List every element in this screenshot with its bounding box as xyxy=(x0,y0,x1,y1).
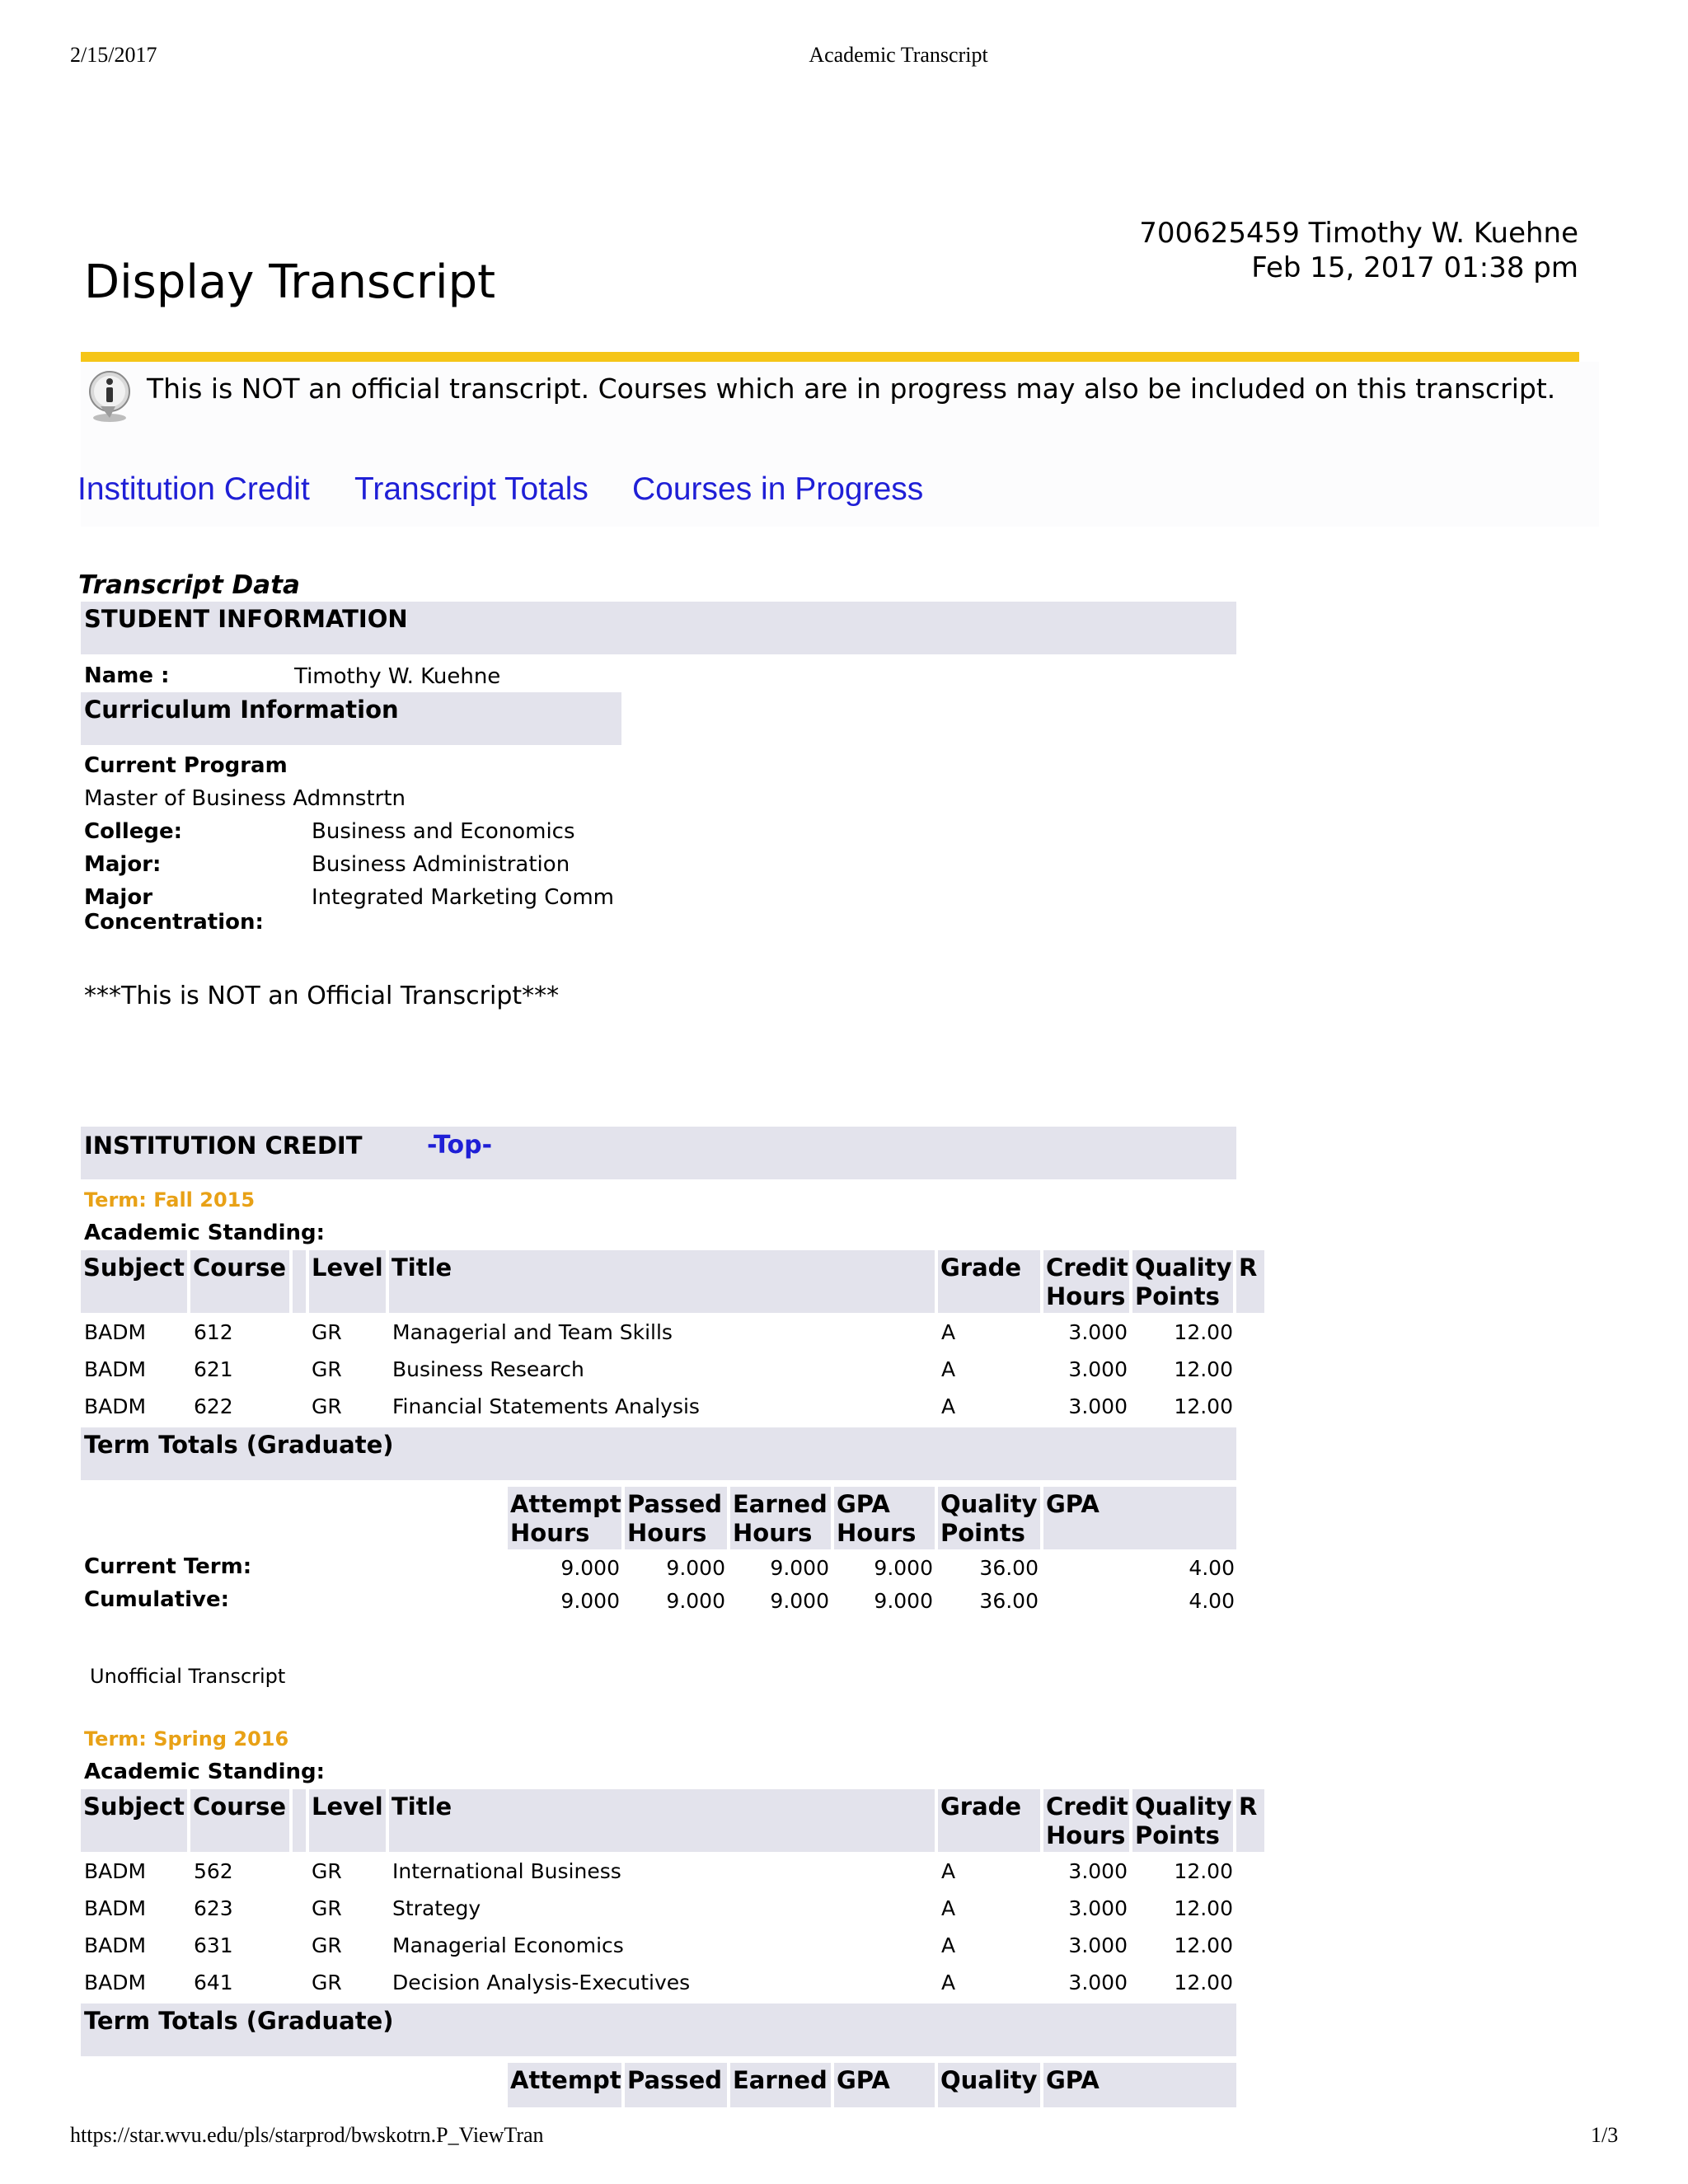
curriculum-header xyxy=(81,692,621,745)
major-value: Business Administration xyxy=(312,852,570,877)
term-totals-heading: Term Totals (Graduate) xyxy=(84,2007,394,2035)
cell-subject: BADM xyxy=(84,1971,147,1994)
col-spacer xyxy=(293,1789,306,1852)
cell-subject: BADM xyxy=(84,1859,147,1883)
col-quality-line1: Quality xyxy=(1135,1793,1232,1821)
cell-credit-hours: 3.000 xyxy=(1068,1859,1128,1883)
totals-col-spacer xyxy=(81,1487,508,1549)
cell-course: 623 xyxy=(194,1896,233,1920)
col-credit-hours xyxy=(1043,1250,1129,1313)
totals-row-label: Current Term: xyxy=(84,1554,252,1579)
cell-credit-hours: 3.000 xyxy=(1068,1320,1128,1344)
concentration-label-line2: Concentration: xyxy=(84,910,264,935)
cell-attempt-hours: 9.000 xyxy=(560,1556,620,1580)
col-course: Course xyxy=(190,1789,289,1852)
concentration-value: Integrated Marketing Comm xyxy=(312,885,614,910)
name-value: Timothy W. Kuehne xyxy=(294,664,501,689)
cell-gpa: 4.00 xyxy=(1189,1556,1235,1580)
cell-grade: A xyxy=(941,1933,956,1957)
col-earned-hours: Earned xyxy=(730,2063,831,2107)
cell-title: Decision Analysis-Executives xyxy=(392,1971,691,1994)
col-attempt-line2: Hours xyxy=(510,1519,590,1547)
academic-standing-label: Academic Standing: xyxy=(84,1760,326,1784)
cell-grade: A xyxy=(941,1896,956,1920)
term-label: Term: Spring 2016 xyxy=(84,1727,289,1750)
cell-quality-points: 12.00 xyxy=(1174,1933,1233,1957)
cell-title: International Business xyxy=(392,1859,621,1883)
col-passed-line1: Passed xyxy=(627,1490,722,1518)
name-label: Name : xyxy=(84,663,170,688)
col-earned-line2: Hours xyxy=(733,1519,813,1547)
nav-link-institution-credit[interactable]: Institution Credit xyxy=(77,471,310,507)
col-attempt-hours xyxy=(508,1487,621,1549)
student-info-header xyxy=(81,602,1236,654)
college-value: Business and Economics xyxy=(312,819,575,844)
cell-quality-points: 12.00 xyxy=(1174,1859,1233,1883)
cell-course: 641 xyxy=(194,1971,233,1994)
col-subject: Subject xyxy=(81,1789,187,1852)
cell-credit-hours: 3.000 xyxy=(1068,1394,1128,1418)
col-credit-hours xyxy=(1043,1789,1129,1852)
cell-gpa-hours: 9.000 xyxy=(874,1556,933,1580)
col-title: Title xyxy=(389,1789,935,1852)
academic-standing-label: Academic Standing: xyxy=(84,1221,326,1245)
program-value: Master of Business Admnstrtn xyxy=(84,786,406,811)
college-label: College: xyxy=(84,819,183,844)
col-gpa-hours xyxy=(834,1487,935,1549)
student-info-heading: STUDENT INFORMATION xyxy=(84,605,408,633)
cell-grade: A xyxy=(941,1320,956,1344)
cell-attempt-hours: 9.000 xyxy=(560,1589,620,1613)
cell-course: 612 xyxy=(194,1320,233,1344)
col-subject: Subject xyxy=(81,1250,187,1313)
col-totals-quality-line2: Points xyxy=(940,1519,1025,1547)
col-quality-points xyxy=(1132,1789,1233,1852)
major-label: Major: xyxy=(84,852,162,877)
cell-level: GR xyxy=(312,1859,342,1883)
unofficial-transcript-note: Unofficial Transcript xyxy=(90,1665,286,1688)
current-program-label: Current Program xyxy=(84,753,288,778)
cell-credit-hours: 3.000 xyxy=(1068,1896,1128,1920)
col-grade: Grade xyxy=(938,1250,1040,1313)
col-credit-line2: Hours xyxy=(1046,1821,1126,1849)
cell-course: 622 xyxy=(194,1394,233,1418)
cell-quality-points: 12.00 xyxy=(1174,1896,1233,1920)
nav-link-courses-in-progress[interactable]: Courses in Progress xyxy=(632,471,924,507)
cell-quality-points: 36.00 xyxy=(979,1556,1039,1580)
cell-gpa-hours: 9.000 xyxy=(874,1589,933,1613)
cell-subject: BADM xyxy=(84,1320,147,1344)
col-gpa-hours-line2: Hours xyxy=(837,1519,917,1547)
curriculum-heading: Curriculum Information xyxy=(84,696,399,724)
timestamp: Feb 15, 2017 01:38 pm xyxy=(1251,251,1578,284)
col-gpa-hours-line1: GPA xyxy=(837,1490,890,1518)
cell-subject: BADM xyxy=(84,1933,147,1957)
col-quality-points xyxy=(1132,1250,1233,1313)
cell-title: Managerial Economics xyxy=(392,1933,624,1957)
term-label: Term: Fall 2015 xyxy=(84,1188,256,1212)
not-official-note: ***This is NOT an Official Transcript*** xyxy=(84,982,560,1010)
cell-title: Strategy xyxy=(392,1896,481,1920)
col-r: R xyxy=(1236,1250,1264,1313)
col-course: Course xyxy=(190,1250,289,1313)
top-link[interactable]: -Top- xyxy=(427,1131,493,1160)
institution-credit-header xyxy=(81,1127,1236,1179)
cell-grade: A xyxy=(941,1971,956,1994)
col-earned-hours xyxy=(730,1487,831,1549)
col-quality-points xyxy=(938,1487,1040,1549)
user-id-name: 700625459 Timothy W. Kuehne xyxy=(1139,217,1578,250)
cell-passed-hours: 9.000 xyxy=(666,1589,725,1613)
col-spacer xyxy=(293,1250,306,1313)
cell-title: Business Research xyxy=(392,1357,584,1381)
cell-credit-hours: 3.000 xyxy=(1068,1971,1128,1994)
page-title: Display Transcript xyxy=(84,255,496,309)
col-gpa: GPA xyxy=(1043,2063,1236,2107)
col-quality-line1: Quality xyxy=(1135,1254,1232,1282)
col-quality-line2: Points xyxy=(1135,1821,1220,1849)
col-quality-points: Quality xyxy=(938,2063,1040,2107)
col-r: R xyxy=(1236,1789,1264,1852)
cell-level: GR xyxy=(312,1320,342,1344)
cell-grade: A xyxy=(941,1357,956,1381)
col-level: Level xyxy=(309,1250,386,1313)
cell-subject: BADM xyxy=(84,1394,147,1418)
col-credit-line2: Hours xyxy=(1046,1282,1126,1310)
col-credit-line1: Credit xyxy=(1046,1254,1128,1282)
col-title: Title xyxy=(389,1250,935,1313)
print-page-number: 1/3 xyxy=(1591,2123,1619,2147)
concentration-label-line1: Major xyxy=(84,885,153,910)
col-gpa: GPA xyxy=(1043,1487,1236,1549)
cell-level: GR xyxy=(312,1896,342,1920)
cell-quality-points: 36.00 xyxy=(979,1589,1039,1613)
term-totals-header xyxy=(81,2004,1236,2056)
col-grade: Grade xyxy=(938,1789,1040,1852)
cell-subject: BADM xyxy=(84,1896,147,1920)
cell-quality-points: 12.00 xyxy=(1174,1357,1233,1381)
cell-earned-hours: 9.000 xyxy=(770,1589,829,1613)
cell-level: GR xyxy=(312,1357,342,1381)
print-date: 2/15/2017 xyxy=(70,43,157,67)
info-icon xyxy=(82,370,137,424)
col-passed-hours: Passed xyxy=(625,2063,727,2107)
transcript-data-label: Transcript Data xyxy=(78,570,300,600)
cell-level: GR xyxy=(312,1971,342,1994)
col-totals-quality-line1: Quality xyxy=(940,1490,1038,1518)
cell-title: Managerial and Team Skills xyxy=(392,1320,673,1344)
print-url: https://star.wvu.edu/pls/starprod/bwskotrn.P_ViewTran xyxy=(70,2123,544,2147)
cell-quality-points: 12.00 xyxy=(1174,1320,1233,1344)
col-quality-line2: Points xyxy=(1135,1282,1220,1310)
col-attempt-line1: Attempt xyxy=(510,1490,621,1518)
cell-credit-hours: 3.000 xyxy=(1068,1357,1128,1381)
cell-course: 621 xyxy=(194,1357,233,1381)
cell-credit-hours: 3.000 xyxy=(1068,1933,1128,1957)
user-info xyxy=(919,216,1578,285)
col-earned-line1: Earned xyxy=(733,1490,828,1518)
cell-quality-points: 12.00 xyxy=(1174,1394,1233,1418)
cell-gpa: 4.00 xyxy=(1189,1589,1235,1613)
cell-passed-hours: 9.000 xyxy=(666,1556,725,1580)
cell-title: Financial Statements Analysis xyxy=(392,1394,700,1418)
cell-level: GR xyxy=(312,1933,342,1957)
term-totals-heading: Term Totals (Graduate) xyxy=(84,1431,394,1459)
notice-text: This is NOT an official transcript. Courses which are in progress may also be included on this transcript. xyxy=(147,373,1556,405)
institution-credit-heading: INSTITUTION CREDIT xyxy=(84,1132,363,1160)
col-level: Level xyxy=(309,1789,386,1852)
cell-subject: BADM xyxy=(84,1357,147,1381)
col-passed-line2: Hours xyxy=(627,1519,707,1547)
term-totals-header xyxy=(81,1427,1236,1480)
cell-earned-hours: 9.000 xyxy=(770,1556,829,1580)
col-gpa-hours: GPA xyxy=(834,2063,935,2107)
cell-course: 562 xyxy=(194,1859,233,1883)
col-credit-line1: Credit xyxy=(1046,1793,1128,1821)
header-divider xyxy=(81,352,1579,362)
cell-quality-points: 12.00 xyxy=(1174,1971,1233,1994)
cell-level: GR xyxy=(312,1394,342,1418)
nav-link-transcript-totals[interactable]: Transcript Totals xyxy=(354,471,588,507)
cell-grade: A xyxy=(941,1859,956,1883)
totals-row-label: Cumulative: xyxy=(84,1587,229,1612)
col-attempt-hours: Attempt xyxy=(508,2063,621,2107)
print-document-title: Academic Transcript xyxy=(809,43,988,67)
cell-course: 631 xyxy=(194,1933,233,1957)
cell-grade: A xyxy=(941,1394,956,1418)
col-passed-hours xyxy=(625,1487,727,1549)
